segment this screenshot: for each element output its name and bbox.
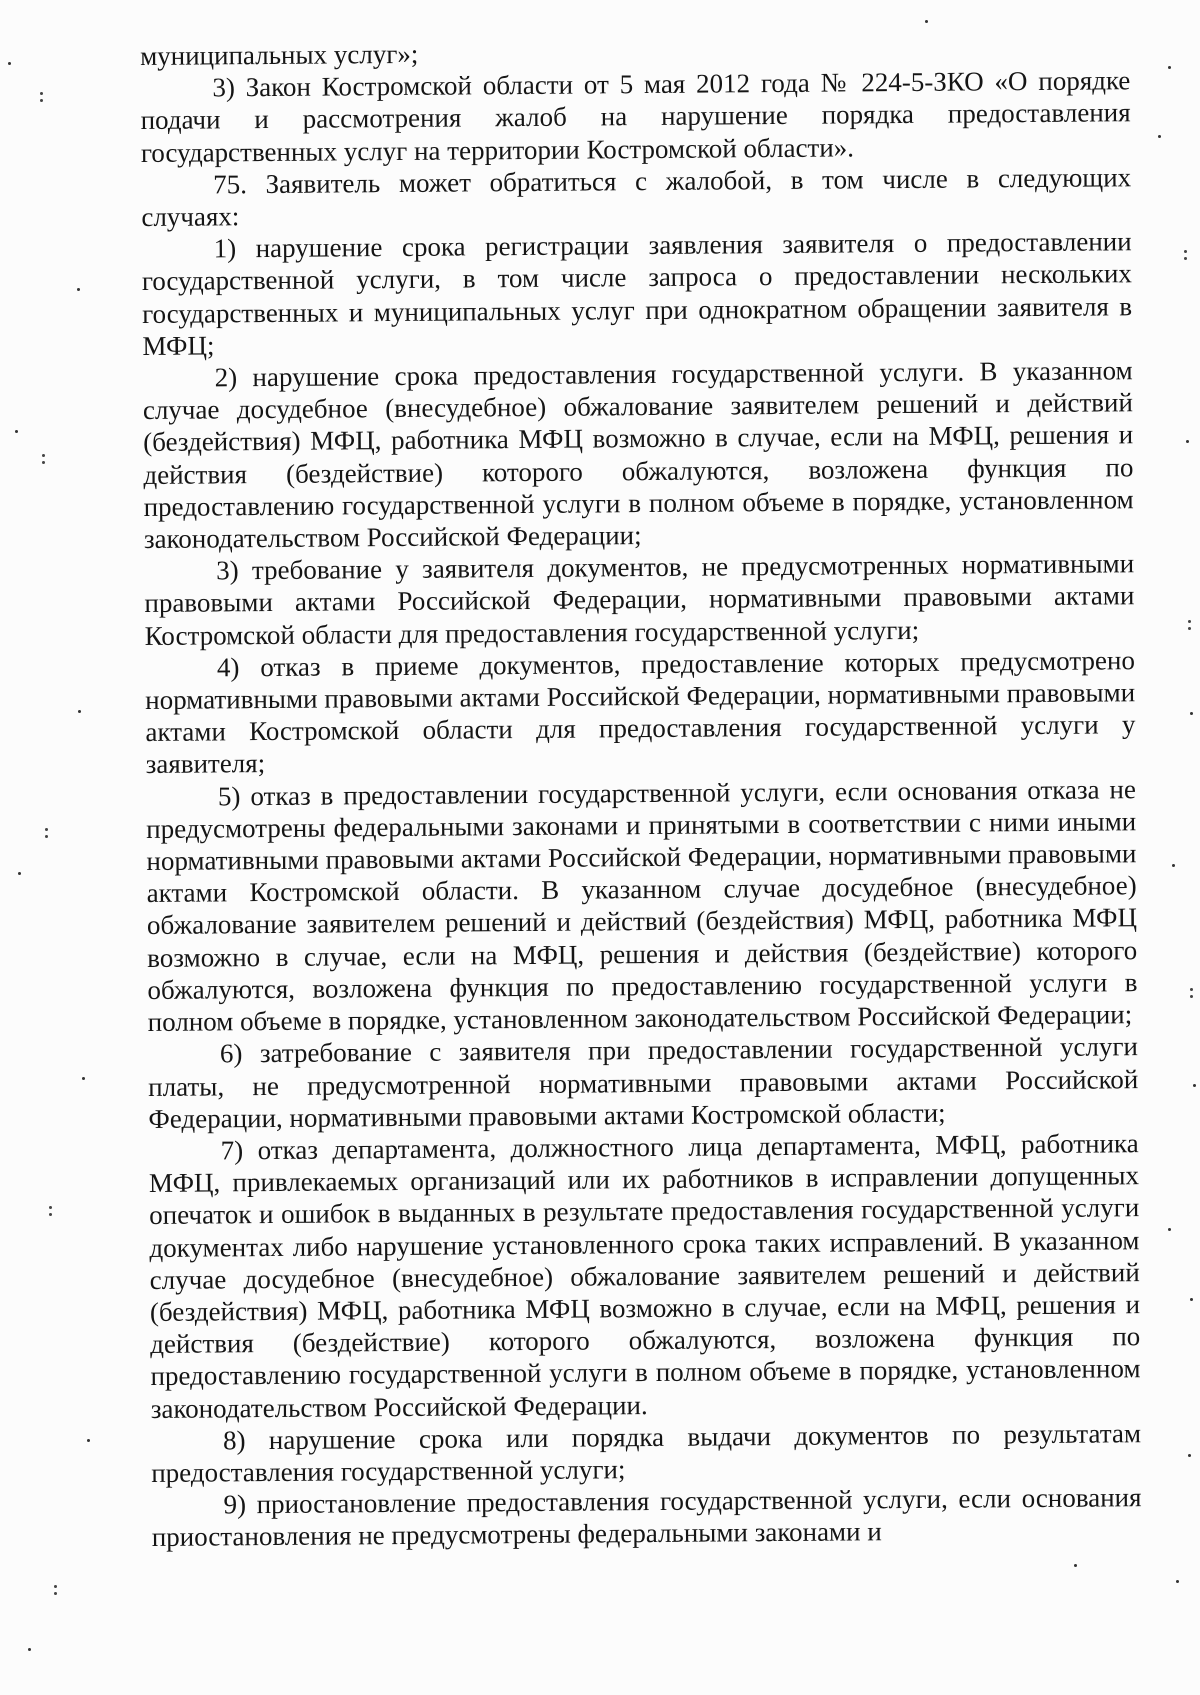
scan-speck xyxy=(40,92,43,102)
scan-speck xyxy=(18,872,21,875)
paragraph-case-5: 5) отказ в предоставлении государственной услуги, если основания отказа не предусмотрены федеральными законами и принятыми в соответствии с ними иными нормативными правовыми актами Российской Федерации, нормативными правовыми актами Костромской области. В указанном случае досудебное (внесудебное) обжалование заявителем решений и действий (бездействия) МФЦ, работника МФЦ возможно в случае, если на МФЦ, решения и действия (бездействие) которого обжалуются, возложена функция по предоставлению государственной услуги в полном объеме в порядке, установленном законодательством Российской Федерации; xyxy=(146,773,1138,1038)
paragraph-continuation: муниципальных услуг»; xyxy=(140,38,419,71)
scan-speck xyxy=(1158,135,1161,138)
scan-speck xyxy=(77,288,80,291)
paragraph-case-2: 2) нарушение срока предоставления государственной услуги. В указанном случае досудебное (внесудебное) обжалование заявителем решений и действий (бездействия) МФЦ, работника МФЦ возможно в случае, если на МФЦ, решения и действия (бездействие) которого обжалуются, возложена функция по предоставлению государственной услуги в полном объеме в порядке, установленном законодательством Российской Федерации; xyxy=(142,355,1134,555)
scan-speck xyxy=(82,1077,85,1080)
scan-speck xyxy=(925,20,928,23)
scan-speck xyxy=(1186,440,1189,443)
paragraph-case-6: 6) затребование с заявителя при предоставлении государственной услуги платы, не предусмотренной нормативными правовыми актами Российской Федерации, нормативными правовыми актами Костромской области; xyxy=(148,1031,1139,1134)
paragraph-case-3: 3) требование у заявителя документов, не предусмотренных нормативными правовыми актами Российской Федерации, нормативными правовыми актами Костромской области для предоставления государственной услуги; xyxy=(144,548,1135,651)
scan-speck xyxy=(87,1439,90,1442)
scan-speck xyxy=(1168,66,1171,69)
scan-speck xyxy=(78,710,81,713)
scan-speck xyxy=(42,454,45,464)
scan-speck xyxy=(1190,712,1193,715)
paragraph-case-9: 9) приостановление предоставления государственной услуги, если основания приостановления не предусмотрены федеральными законами и xyxy=(151,1482,1142,1553)
scan-speck xyxy=(8,62,11,65)
scan-speck xyxy=(1074,1564,1077,1567)
scan-speck xyxy=(1184,250,1187,260)
scan-speck xyxy=(1172,864,1175,867)
paragraph-case-8: 8) нарушение срока или порядка выдачи документов по результатам предоставления государственной услуги; xyxy=(151,1417,1142,1488)
scan-speck xyxy=(1190,1298,1193,1301)
scan-speck xyxy=(1176,1580,1179,1583)
scan-speck xyxy=(1168,1228,1171,1231)
paragraph-case-7: 7) отказ департамента, должностного лица департамента, МФЦ, работника МФЦ, привлекаемых организаций или их работников в исправлении допущенных опечаток и ошибок в выданных в результате предоставления государственной услуги документах либо нарушение установленного срока таких исправлений. В указанном случае досудебное (внесудебное) обжалование заявителем решений и действий (бездействия) МФЦ, работника МФЦ возможно в случае, если на МФЦ, решения и действия (бездействие) которого обжалуются, возложена функция по предоставлению государственной услуги в полном объеме в порядке, установленном законодательством Российской Федерации. xyxy=(148,1128,1141,1424)
scan-speck xyxy=(1188,620,1191,630)
scan-speck xyxy=(45,828,48,838)
scan-speck xyxy=(54,1585,57,1595)
paragraph-case-4: 4) отказ в приеме документов, предоставление которых предусмотрено нормативными правовыми актами Российской Федерации, нормативными правовыми актами Костромской области для предоставления государственной услуги у заявителя; xyxy=(145,645,1136,780)
scan-speck xyxy=(1190,988,1193,998)
scan-speck xyxy=(1188,1454,1191,1457)
scan-speck xyxy=(1193,1084,1196,1087)
document-body xyxy=(140,32,1142,1553)
scan-speck xyxy=(49,1206,52,1216)
paragraph-case-1: 1) нарушение срока регистрации заявления заявителя о предоставлении государственной услуги, в том числе запроса о предоставлении нескольких государственных и муниципальных услуг при однократном обращении заявителя в МФЦ; xyxy=(141,226,1133,361)
scan-speck xyxy=(28,1648,31,1651)
paragraph-clause-75: 75. Заявитель может обратиться с жалобой, в том числе в следующих случаях: xyxy=(141,162,1132,233)
paragraph-law-item-3: 3) Закон Костромской области от 5 мая 2012 года № 224-5-ЗКО «О порядке подачи и рассмотрения жалоб на нарушение порядка предоставления государственных услуг на территории Костромской области». xyxy=(140,65,1131,168)
scan-speck xyxy=(15,430,18,433)
